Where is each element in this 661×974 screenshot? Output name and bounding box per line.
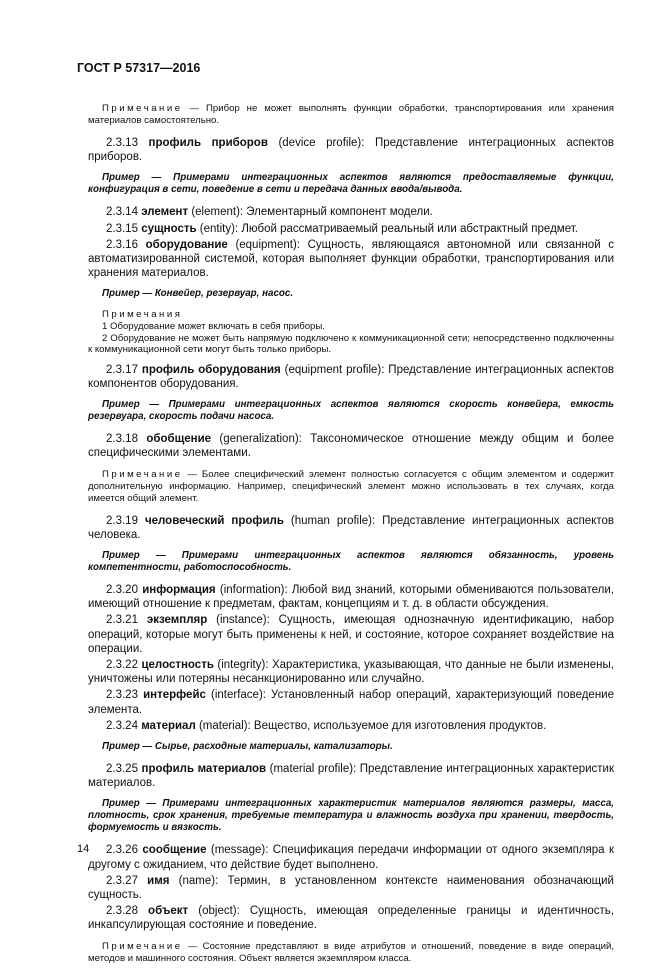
term: сущность: [141, 222, 197, 235]
note-label: Примечание: [102, 468, 183, 480]
note-label: Примечание: [102, 103, 183, 114]
note-paragraph: Примечание — Более специфический элемент полностью согласуется с общим элементом и содержит дополнительную информацию. Например, специфический элемент можно использовать в тех случаях, когда имеется общий элемент.: [88, 468, 614, 504]
document-header: ГОСТ Р 57317—2016: [77, 61, 201, 75]
term: интерфейс: [143, 689, 206, 702]
definition-2-3-15: 2.3.15 сущность (entity): Любой рассматриваемый реальный или абстрактный предмет.: [106, 222, 578, 235]
term: профиль оборудования: [141, 363, 281, 376]
term: элемент: [141, 206, 189, 219]
example-paragraph: Пример — Примерами интеграционных аспектов являются обязанность, уровень компетентности, работоспособность.: [88, 550, 614, 574]
term: имя: [147, 874, 170, 887]
definition-2-3-27: 2.3.27 имя (name): Термин, в установленном контексте наименования обозначающий сущность.: [88, 874, 614, 902]
note-paragraph: Примечание — Состояние представляют в виде атрибутов и отношений, поведение в виде операций, методов и машинного состояния. Объект является экземпляром класса.: [88, 940, 614, 964]
document-body: [88, 95, 614, 974]
definition-2-3-16: 2.3.16 оборудование (equipment): Сущность, являющаяся автономной или связанной с автоматизированной системой, которая выполняет функции обработки, транспортирования или хранения материалов.: [88, 238, 614, 280]
definition-2-3-13: 2.3.13 профиль приборов (device profile): Представление интеграционных аспектов приборов.: [88, 137, 614, 164]
definition-2-3-26: 2.3.26 сообщение (message): Спецификация передачи информации от одного экземпляра к другому с ожиданием, что действие будет выполнено.: [88, 844, 614, 871]
term: информация: [142, 584, 216, 597]
definition-2-3-24: 2.3.24 материал (material): Вещество, используемое для изготовления продуктов.: [106, 719, 547, 732]
note-item: 1 Оборудование может включать в себя приборы.: [102, 321, 325, 333]
term: профиль материалов: [141, 763, 267, 776]
page-number: 14: [77, 843, 90, 855]
term: экземпляр: [146, 614, 208, 627]
example-paragraph: Пример — Сырье, расходные материалы, катализаторы.: [102, 741, 393, 753]
note-paragraph: Примечание — Прибор не может выполнять функции обработки, транспортирования или хранения материалов самостоятельно.: [88, 103, 614, 126]
notes-block: [88, 309, 614, 355]
term: обобщение: [146, 433, 212, 446]
note-item: 2 Оборудование не может быть напрямую подключено к коммуникационной сети; непосредственно подключенны к коммуникационной сети могут быть только приборы.: [88, 332, 614, 356]
notes-label: Примечания: [102, 309, 183, 321]
term: человеческий профиль: [144, 514, 284, 527]
definition-2-3-21: 2.3.21 экземпляр (instance): Сущность, имеющая однозначную идентификацию, набор операций, которые могут быть применены к ней, и состояние, которое сохраняет воздействие на операции.: [88, 614, 614, 655]
definition-2-3-22: 2.3.22 целостность (integrity): Характеристика, указывающая, что данные не были изменены, уничтожены или потеряны несанкционированно или случайно.: [88, 659, 614, 686]
definition-2-3-25: 2.3.25 профиль материалов (material profile): Представление интеграционных характеристик материалов.: [88, 763, 614, 790]
definition-2-3-20: 2.3.20 информация (information): Любой вид знаний, которыми обмениваются пользователи, имеющий отношение к предметам, фактам, концепциям и т. д. в области обсуждения.: [88, 584, 614, 611]
term: сообщение: [142, 844, 207, 857]
term: материал: [141, 719, 196, 732]
example-paragraph: Пример — Примерами интеграционных аспектов являются предоставляемые функции, конфигурация в сети, поведение в сети и передача данных ввода/вывода.: [88, 172, 614, 196]
term: объект: [148, 905, 189, 918]
definition-2-3-18: 2.3.18 обобщение (generalization): Таксономическое отношение между общим и более специфическими элементами.: [88, 433, 614, 460]
term: оборудование: [145, 238, 228, 251]
example-paragraph: Пример — Примерами интеграционных аспектов являются скорость конвейера, емкость резервуара, скорость подачи насоса.: [88, 399, 614, 423]
definition-2-3-28: 2.3.28 объект (object): Сущность, имеющая определенные границы и идентичность, инкапсулирующая состояние и поведение.: [88, 905, 614, 932]
example-paragraph: Пример — Примерами интеграционных характеристик материалов являются размеры, масса, плотность, срок хранения, требуемые температура и влажность воздуха при хранении, твердость, формуемость и вязкость.: [88, 798, 614, 834]
note-label: Примечание: [102, 940, 183, 952]
definition-2-3-14: 2.3.14 элемент (element): Элементарный компонент модели.: [106, 206, 433, 219]
example-paragraph: Пример — Конвейер, резервуар, насос.: [102, 288, 294, 300]
definition-2-3-19: 2.3.19 человеческий профиль (human profile): Представление интеграционных аспектов человека.: [88, 514, 614, 541]
term: целостность: [141, 659, 214, 672]
definition-2-3-23: 2.3.23 интерфейс (interface): Установленный набор операций, характеризующий поведение элемента.: [88, 689, 615, 716]
term: профиль приборов: [148, 137, 268, 149]
definition-2-3-17: 2.3.17 профиль оборудования (equipment profile): Представление интеграционных аспектов компонентов оборудования.: [88, 363, 614, 390]
